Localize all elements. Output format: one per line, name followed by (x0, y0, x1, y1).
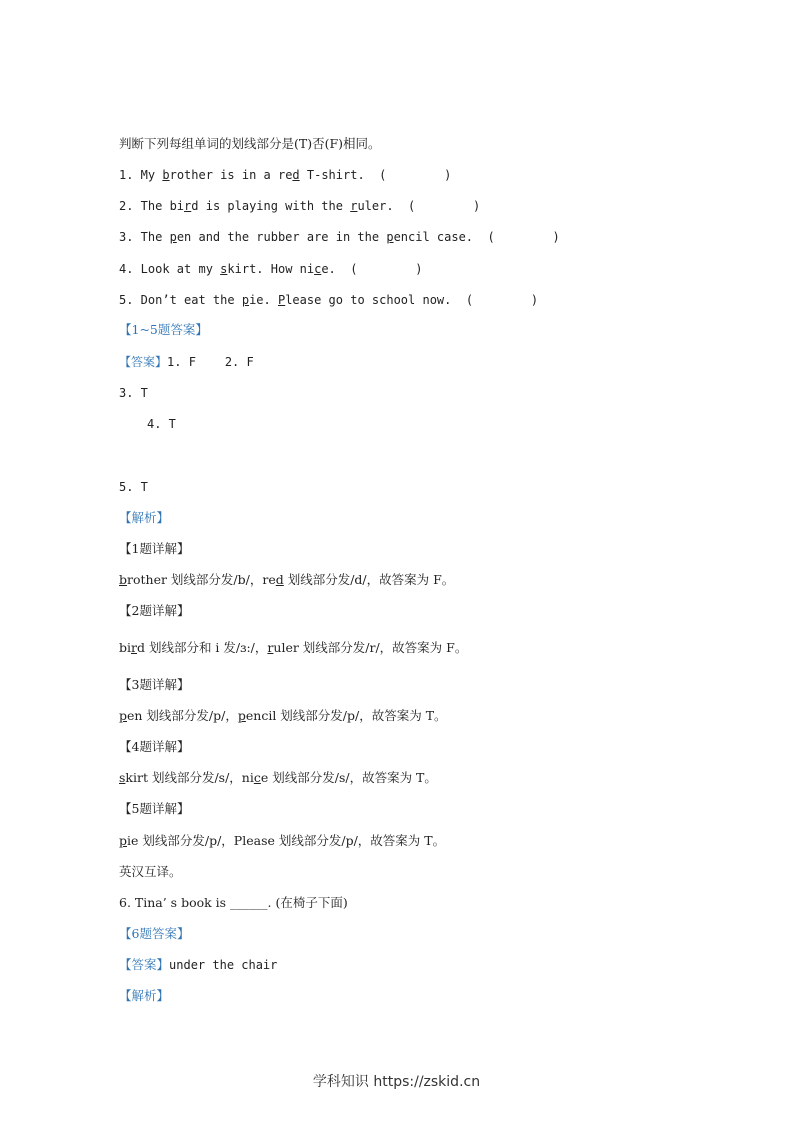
detail-text-2: bird 划线部分和 i 发/ɜ:/，ruler 划线部分发/r/，故答案为 F。 (119, 640, 468, 655)
answer-line-4: 5. T (119, 480, 148, 494)
instruction-translate: 英汉互译。 (119, 864, 182, 879)
question-1: 1. My brother is in a red T-shirt. ( ) (119, 168, 452, 182)
answer-header-6: 【6题答案】 (119, 926, 190, 941)
answer-line-1: 【答案】1. F 2. F (119, 355, 254, 369)
answer-line-3: 4. T (147, 417, 176, 431)
question-4: 4. Look at my skirt. How nice. ( ) (119, 262, 423, 276)
answer-tag-6: 【答案】 (119, 957, 170, 972)
detail-heading-3: 【3题详解】 (119, 677, 190, 692)
detail-text-1: brother 划线部分发/b/，red 划线部分发/d/，故答案为 F。 (119, 572, 455, 587)
analysis-tag-6: 【解析】 (119, 988, 170, 1003)
detail-heading-1: 【1题详解】 (119, 541, 190, 556)
question-3: 3. The pen and the rubber are in the pencil case. ( ) (119, 230, 560, 244)
answer-6: 【答案】under the chair (119, 957, 278, 972)
detail-text-5: pie 划线部分发/p/，Please 划线部分发/p/，故答案为 T。 (119, 833, 446, 848)
answer-line-2: 3. T (119, 386, 148, 400)
question-5: 5. Don’t eat the pie. Please go to school now. ( ) (119, 293, 539, 307)
answer-header-1-5: 【1~5题答案】 (119, 322, 208, 337)
detail-text-3: pen 划线部分发/p/，pencil 划线部分发/p/，故答案为 T。 (119, 708, 447, 723)
detail-text-4: skirt 划线部分发/s/，nice 划线部分发/s/，故答案为 T。 (119, 770, 437, 785)
detail-heading-5: 【5题详解】 (119, 801, 190, 816)
question-2: 2. The bird is playing with the ruler. ( ) (119, 199, 481, 213)
detail-heading-4: 【4题详解】 (119, 739, 190, 754)
question-6: 6. Tina’ s book is ______. (在椅子下面) (119, 895, 348, 910)
instruction-judge: 判断下列每组单词的划线部分是(T)否(F)相同。 (119, 136, 381, 151)
footer-watermark: 学科知识 https://zskid.cn (312, 1074, 481, 1090)
detail-heading-2: 【2题详解】 (119, 603, 190, 618)
analysis-tag: 【解析】 (119, 510, 170, 525)
answer-tag: 【答案】 (119, 355, 168, 369)
